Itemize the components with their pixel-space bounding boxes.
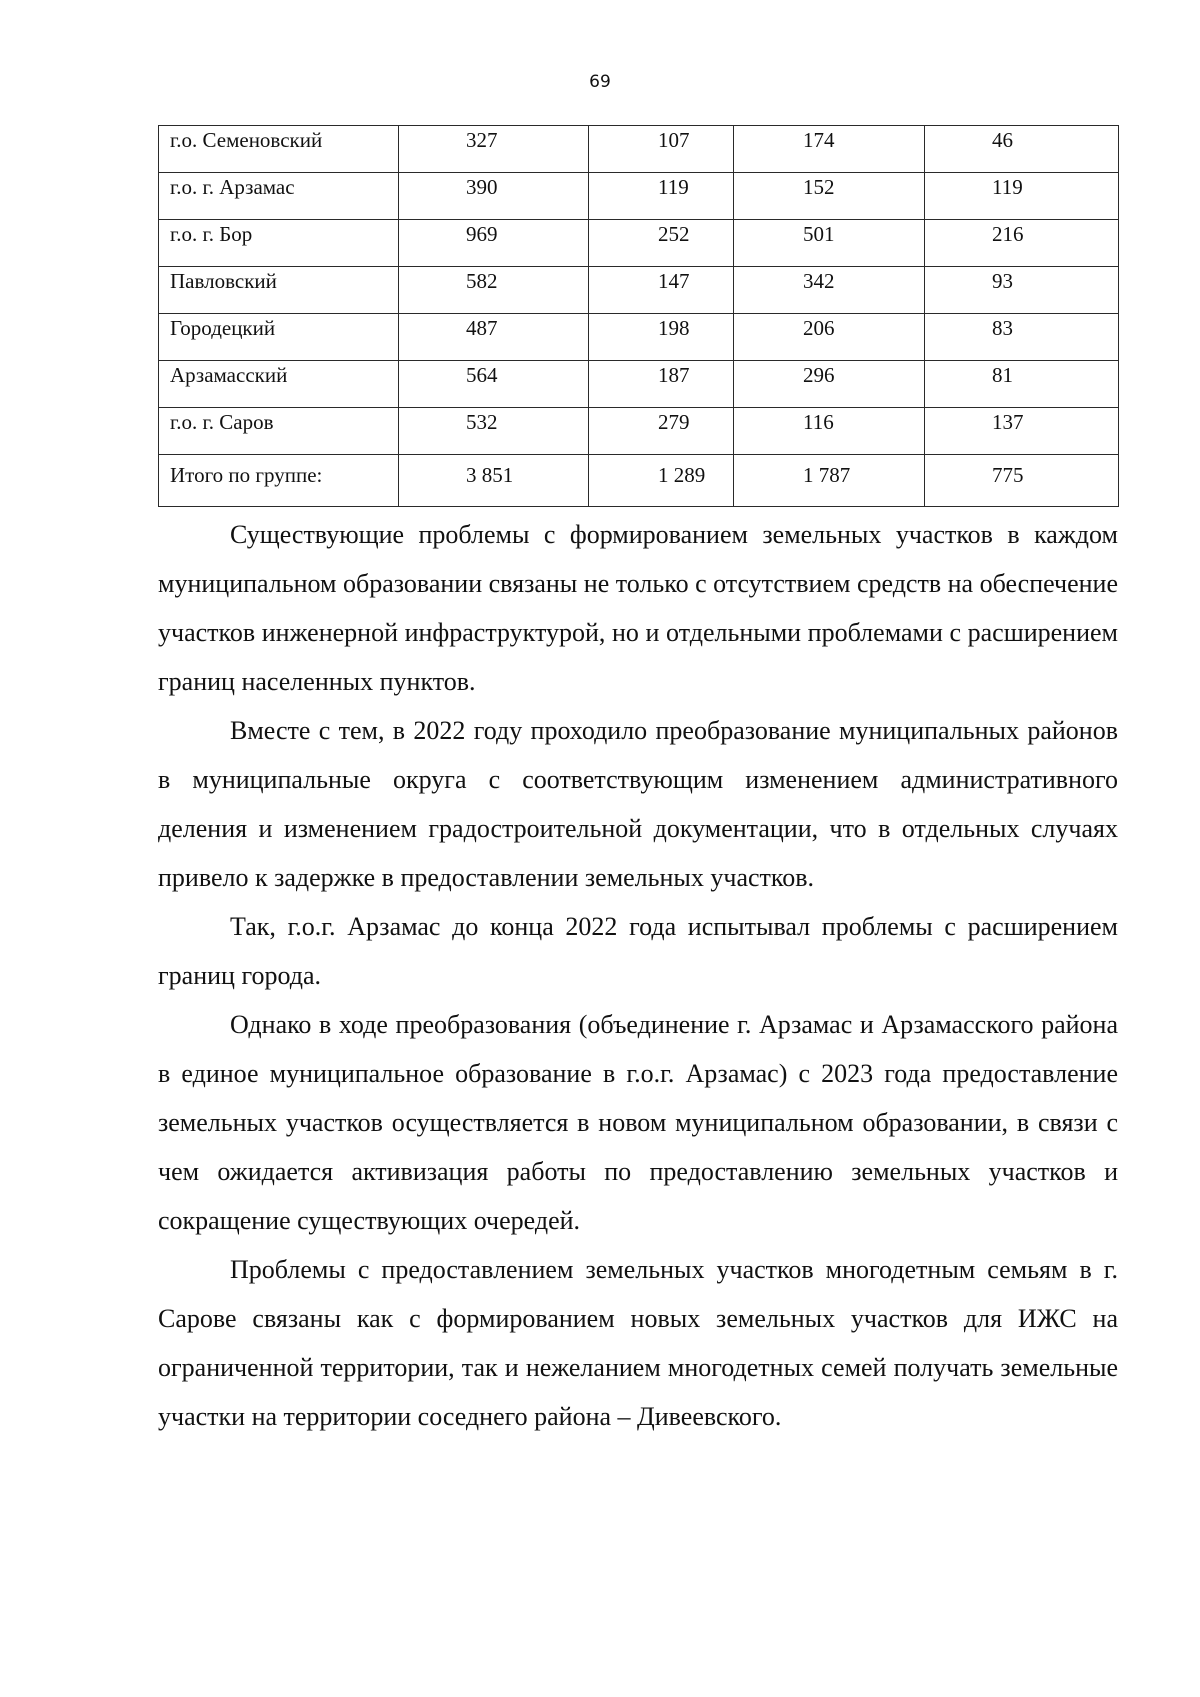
value-cell: 390 bbox=[399, 173, 589, 220]
value-cell: 216 bbox=[925, 220, 1119, 267]
value-cell: 93 bbox=[925, 267, 1119, 314]
value-cell: 147 bbox=[589, 267, 734, 314]
table-row bbox=[159, 173, 1119, 220]
value-cell: 342 bbox=[734, 267, 925, 314]
row-label-cell: Арзамасский bbox=[159, 361, 399, 408]
row-label-cell: г.о. г. Арзамас bbox=[159, 173, 399, 220]
paragraph: Так, г.о.г. Арзамас до конца 2022 года испытывал проблемы с расширением границ города. bbox=[158, 912, 1118, 990]
table-body bbox=[159, 126, 1119, 507]
value-cell: 107 bbox=[589, 126, 734, 173]
table-row bbox=[159, 361, 1119, 408]
paragraph: Проблемы с предоставлением земельных участков многодетным семьям в г. Сарове связаны как с формированием новых земельных участков для ИЖС на ограниченной территории, так и нежеланием многодетных семей получать земельные участки на территории соседнего района – Дивеевского. bbox=[158, 1255, 1118, 1431]
value-cell: 279 bbox=[589, 408, 734, 455]
table-total-row bbox=[159, 455, 1119, 507]
value-cell: 564 bbox=[399, 361, 589, 408]
value-cell: 3 851 bbox=[399, 455, 589, 507]
paragraph: Существующие проблемы с формированием земельных участков в каждом муниципальном образовании связаны не только с отсутствием средств на обеспечение участков инженерной инфраструктурой, но и отдельными проблемами с расширением границ населенных пунктов. bbox=[158, 520, 1118, 696]
page-number: 69 bbox=[589, 72, 611, 92]
value-cell: 137 bbox=[925, 408, 1119, 455]
table-row bbox=[159, 408, 1119, 455]
paragraph: Однако в ходе преобразования (объединение г. Арзамас и Арзамасского района в единое муниципальное образование в г.о.г. Арзамас) с 2023 года предоставление земельных участков осуществляется в новом муниципальном образовании, в связи с чем ожидается активизация работы по предоставлению земельных участков и сокращение существующих очередей. bbox=[158, 1010, 1118, 1235]
value-cell: 116 bbox=[734, 408, 925, 455]
table-row bbox=[159, 267, 1119, 314]
row-label-cell: Городецкий bbox=[159, 314, 399, 361]
row-label-cell: г.о. Семеновский bbox=[159, 126, 399, 173]
value-cell: 532 bbox=[399, 408, 589, 455]
value-cell: 81 bbox=[925, 361, 1119, 408]
value-cell: 83 bbox=[925, 314, 1119, 361]
table-row bbox=[159, 314, 1119, 361]
value-cell: 487 bbox=[399, 314, 589, 361]
value-cell: 152 bbox=[734, 173, 925, 220]
value-cell: 119 bbox=[925, 173, 1119, 220]
value-cell: 174 bbox=[734, 126, 925, 173]
value-cell: 252 bbox=[589, 220, 734, 267]
value-cell: 296 bbox=[734, 361, 925, 408]
data-table bbox=[158, 125, 1119, 507]
table-row bbox=[159, 126, 1119, 173]
value-cell: 1 787 bbox=[734, 455, 925, 507]
text-body bbox=[158, 510, 1118, 1441]
paragraph: Вместе с тем, в 2022 году проходило преобразование муниципальных районов в муниципальные округа с соответствующим изменением административного деления и изменением градостроительной документации, что в отдельных случаях привело к задержке в предоставлении земельных участков. bbox=[158, 716, 1118, 892]
value-cell: 775 bbox=[925, 455, 1119, 507]
value-cell: 119 bbox=[589, 173, 734, 220]
value-cell: 1 289 bbox=[589, 455, 734, 507]
value-cell: 327 bbox=[399, 126, 589, 173]
value-cell: 582 bbox=[399, 267, 589, 314]
value-cell: 969 bbox=[399, 220, 589, 267]
value-cell: 46 bbox=[925, 126, 1119, 173]
row-label-cell: Павловский bbox=[159, 267, 399, 314]
table-row bbox=[159, 220, 1119, 267]
value-cell: 187 bbox=[589, 361, 734, 408]
row-label-cell: г.о. г. Саров bbox=[159, 408, 399, 455]
value-cell: 206 bbox=[734, 314, 925, 361]
row-label-cell: г.о. г. Бор bbox=[159, 220, 399, 267]
value-cell: 198 bbox=[589, 314, 734, 361]
value-cell: 501 bbox=[734, 220, 925, 267]
row-label-cell: Итого по группе: bbox=[159, 455, 399, 507]
